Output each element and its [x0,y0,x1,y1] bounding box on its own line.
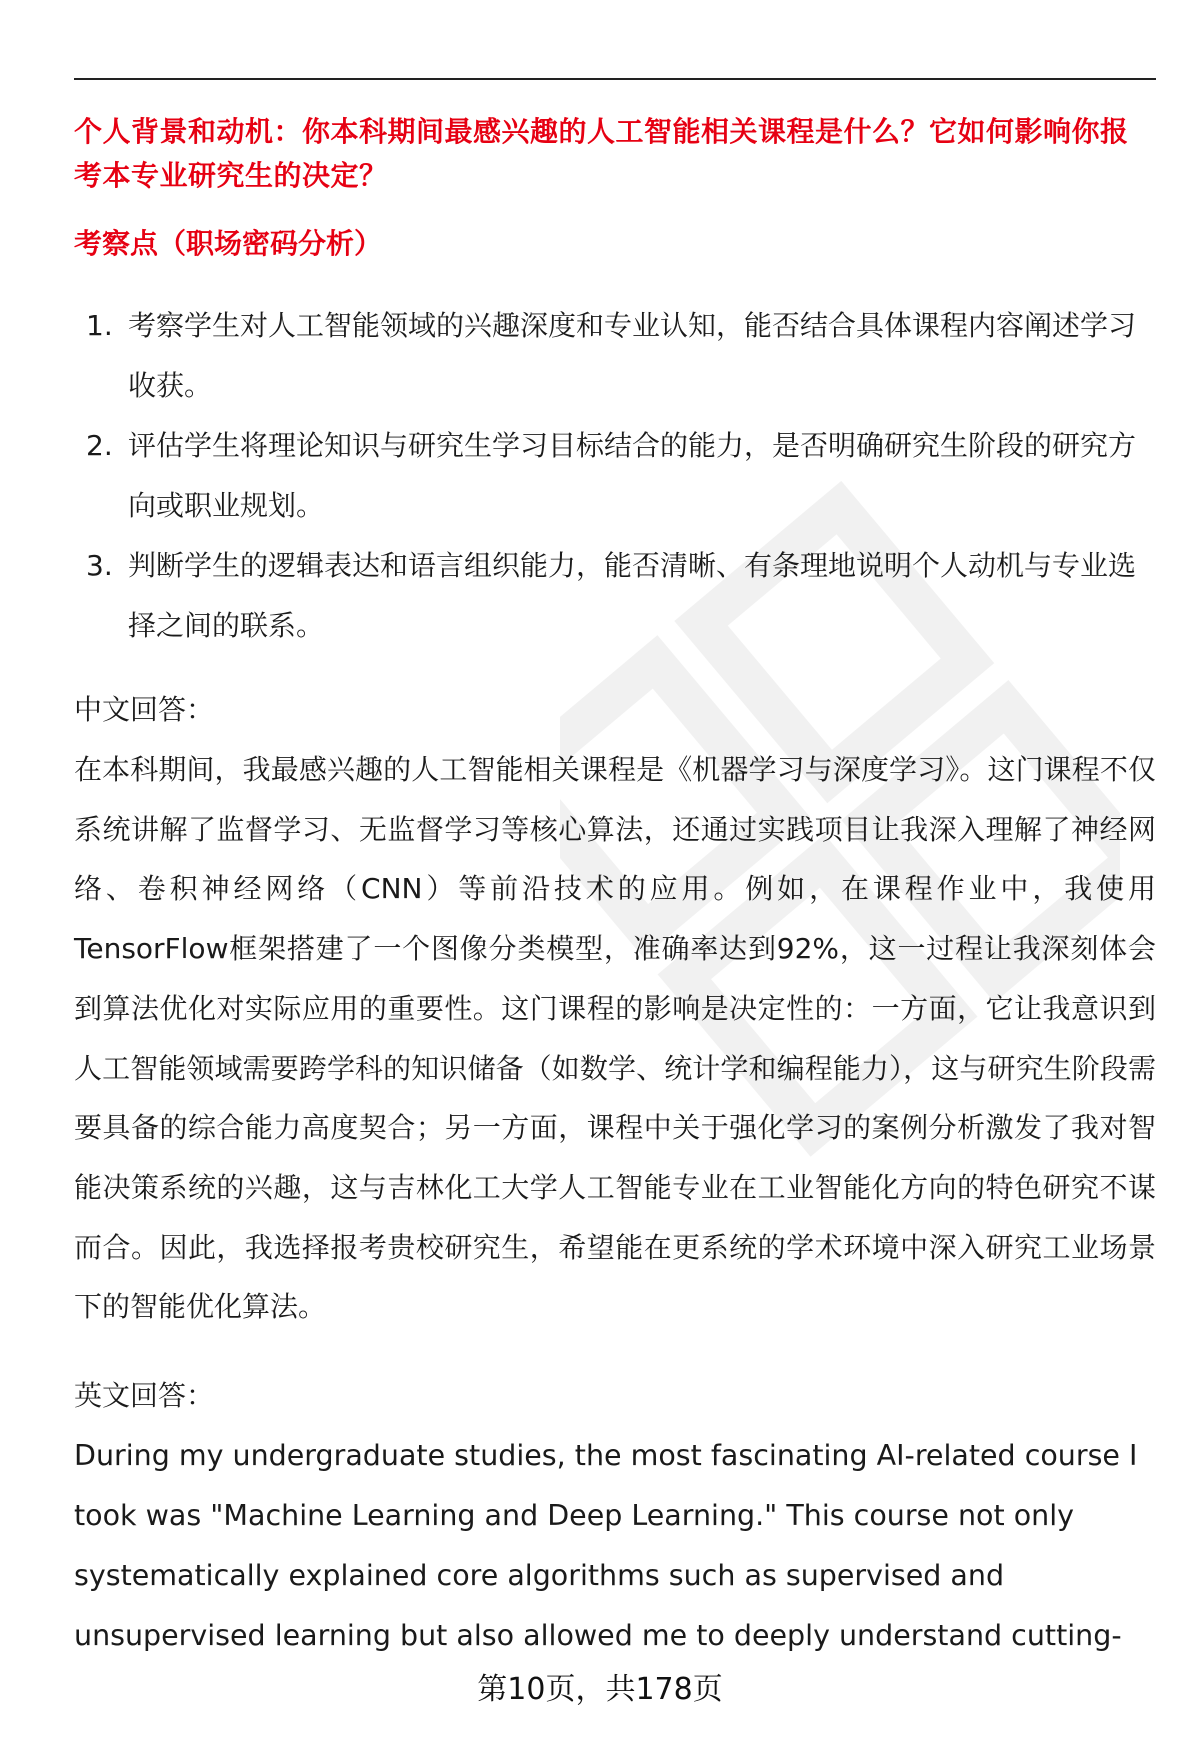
english-answer-line: unsupervised learning but also allowed me to deeply understand cutting- [74,1619,1122,1652]
point-number: 1. [86,309,113,342]
point-number: 2. [86,429,113,462]
chinese-answer-label: 中文回答： [74,693,215,726]
assessment-point-1 [74,296,1156,416]
point-text: 考察学生对人工智能领域的兴趣深度和专业认知，能否结合具体课程内容阐述学习收获。 [128,309,1137,402]
page-number-footer: 第10页，共178页 [477,1672,723,1707]
point-text: 判断学生的逻辑表达和语言组织能力，能否清晰、有条理地说明个人动机与专业选择之间的联系。 [128,549,1137,642]
point-number: 3. [86,549,113,582]
english-answer-line: took was "Machine Learning and Deep Learning." This course not only [74,1499,1074,1532]
english-answer-line: During my undergraduate studies, the most fascinating AI-related course I [74,1439,1138,1472]
assessment-point-3 [74,536,1156,656]
question-title: 个人背景和动机：你本科期间最感兴趣的人工智能相关课程是什么？它如何影响你报考本专业研究生的决定？ [74,115,1129,192]
english-answer-line: systematically explained core algorithms such as supervised and [74,1559,1005,1592]
english-answer-label: 英文回答： [74,1379,215,1412]
point-text: 评估学生将理论知识与研究生学习目标结合的能力，是否明确研究生阶段的研究方向或职业规划。 [128,429,1137,522]
assessment-points-list [74,296,1156,656]
english-answer-text [74,1426,1164,1666]
assessment-points-heading: 考察点（职场密码分析） [74,227,383,260]
header-divider [74,78,1156,80]
chinese-answer-text: 在本科期间，我最感兴趣的人工智能相关课程是《机器学习与深度学习》。这门课程不仅系统讲解了监督学习、无监督学习等核心算法，还通过实践项目让我深入理解了神经网络、卷积神经网络（CNN）等前沿技术的应用。例如，在课程作业中，我使用TensorFlow框架搭建了一个图像分类模型，准确率达到92%，这一过程让我深刻体会到算法优化对实际应用的重要性。这门课程的影响是决定性的：一方面，它让我意识到人工智能领域需要跨学科的知识储备（如数学、统计学和编程能力），这与研究生阶段需要具备的综合能力高度契合；另一方面，课程中关于强化学习的案例分析激发了我对智能决策系统的兴趣，这与吉林化工大学人工智能专业在工业智能化方向的特色研究不谋而合。因此，我选择报考贵校研究生，希望能在更系统的学术环境中深入研究工业场景下的智能优化算法。 [74,753,1156,1324]
assessment-point-2 [74,416,1156,536]
